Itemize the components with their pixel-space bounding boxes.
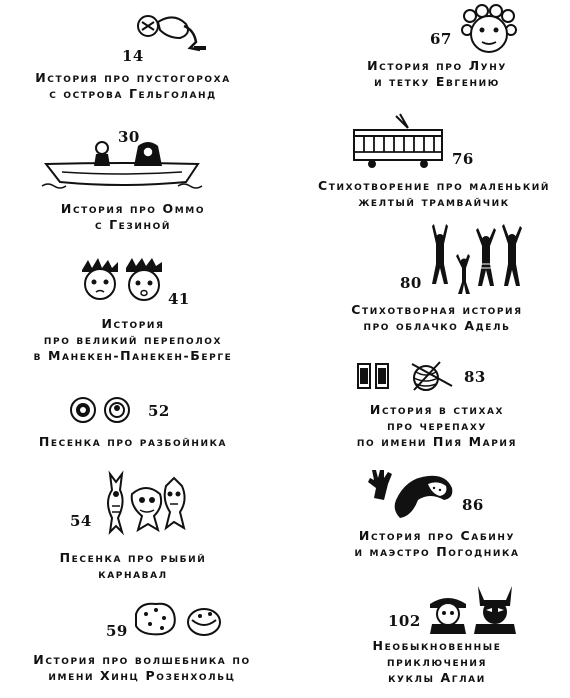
fish-illustration xyxy=(102,472,194,544)
puppets-illustration xyxy=(426,580,518,634)
page-number: 102 xyxy=(388,612,421,630)
falling-man-illustration xyxy=(134,8,209,56)
entry-title: История про великий переполох в Манекен-Панекен-Берге xyxy=(33,316,233,363)
glove-and-hat-illustration xyxy=(366,470,458,520)
page-number: 86 xyxy=(462,496,484,514)
entry-title: История про волшебника по имени Хинц Розенхольц xyxy=(33,652,251,683)
page-number: 59 xyxy=(106,622,128,640)
page-number: 67 xyxy=(430,30,452,48)
boat-illustration xyxy=(42,140,202,190)
entry-title: Необыкновенные приключения куклы Аглаи xyxy=(372,638,502,685)
entry-title: История про пустогороха с острова Гельголанд xyxy=(35,70,231,101)
entry-title: История про Сабину и маэстро Погодника xyxy=(354,528,520,559)
page-number: 41 xyxy=(168,290,190,308)
page-number: 80 xyxy=(400,274,422,292)
entry-title: Песенка про разбойника xyxy=(38,434,228,449)
page-number: 14 xyxy=(122,47,144,65)
tram-illustration xyxy=(352,112,444,170)
page-number: 83 xyxy=(464,368,486,386)
entry-title: Песенка про рыбий карнавал xyxy=(59,550,207,581)
stones-illustration xyxy=(132,600,226,640)
two-faces-illustration xyxy=(80,258,166,304)
page-number: 54 xyxy=(70,512,92,530)
entry-title: История в стихах про черепаху по имени Пия Мария xyxy=(356,402,518,449)
moon-face-illustration xyxy=(462,6,516,56)
page-number: 30 xyxy=(118,128,140,146)
coins-illustration xyxy=(67,396,139,424)
entry-title: История про Оммо с Гезиной xyxy=(60,201,206,232)
entry-title: Стихотворная история про облачко Адель xyxy=(351,302,523,333)
page-number: 52 xyxy=(148,402,170,420)
page-number: 76 xyxy=(452,150,474,168)
entry-title: Стихотворение про маленький желтый трамвайчик xyxy=(317,178,551,209)
spools-and-yarn-illustration xyxy=(356,360,460,392)
entry-title: История про Луну и тетку Евгению xyxy=(367,58,507,89)
dancers-illustration xyxy=(428,224,528,298)
